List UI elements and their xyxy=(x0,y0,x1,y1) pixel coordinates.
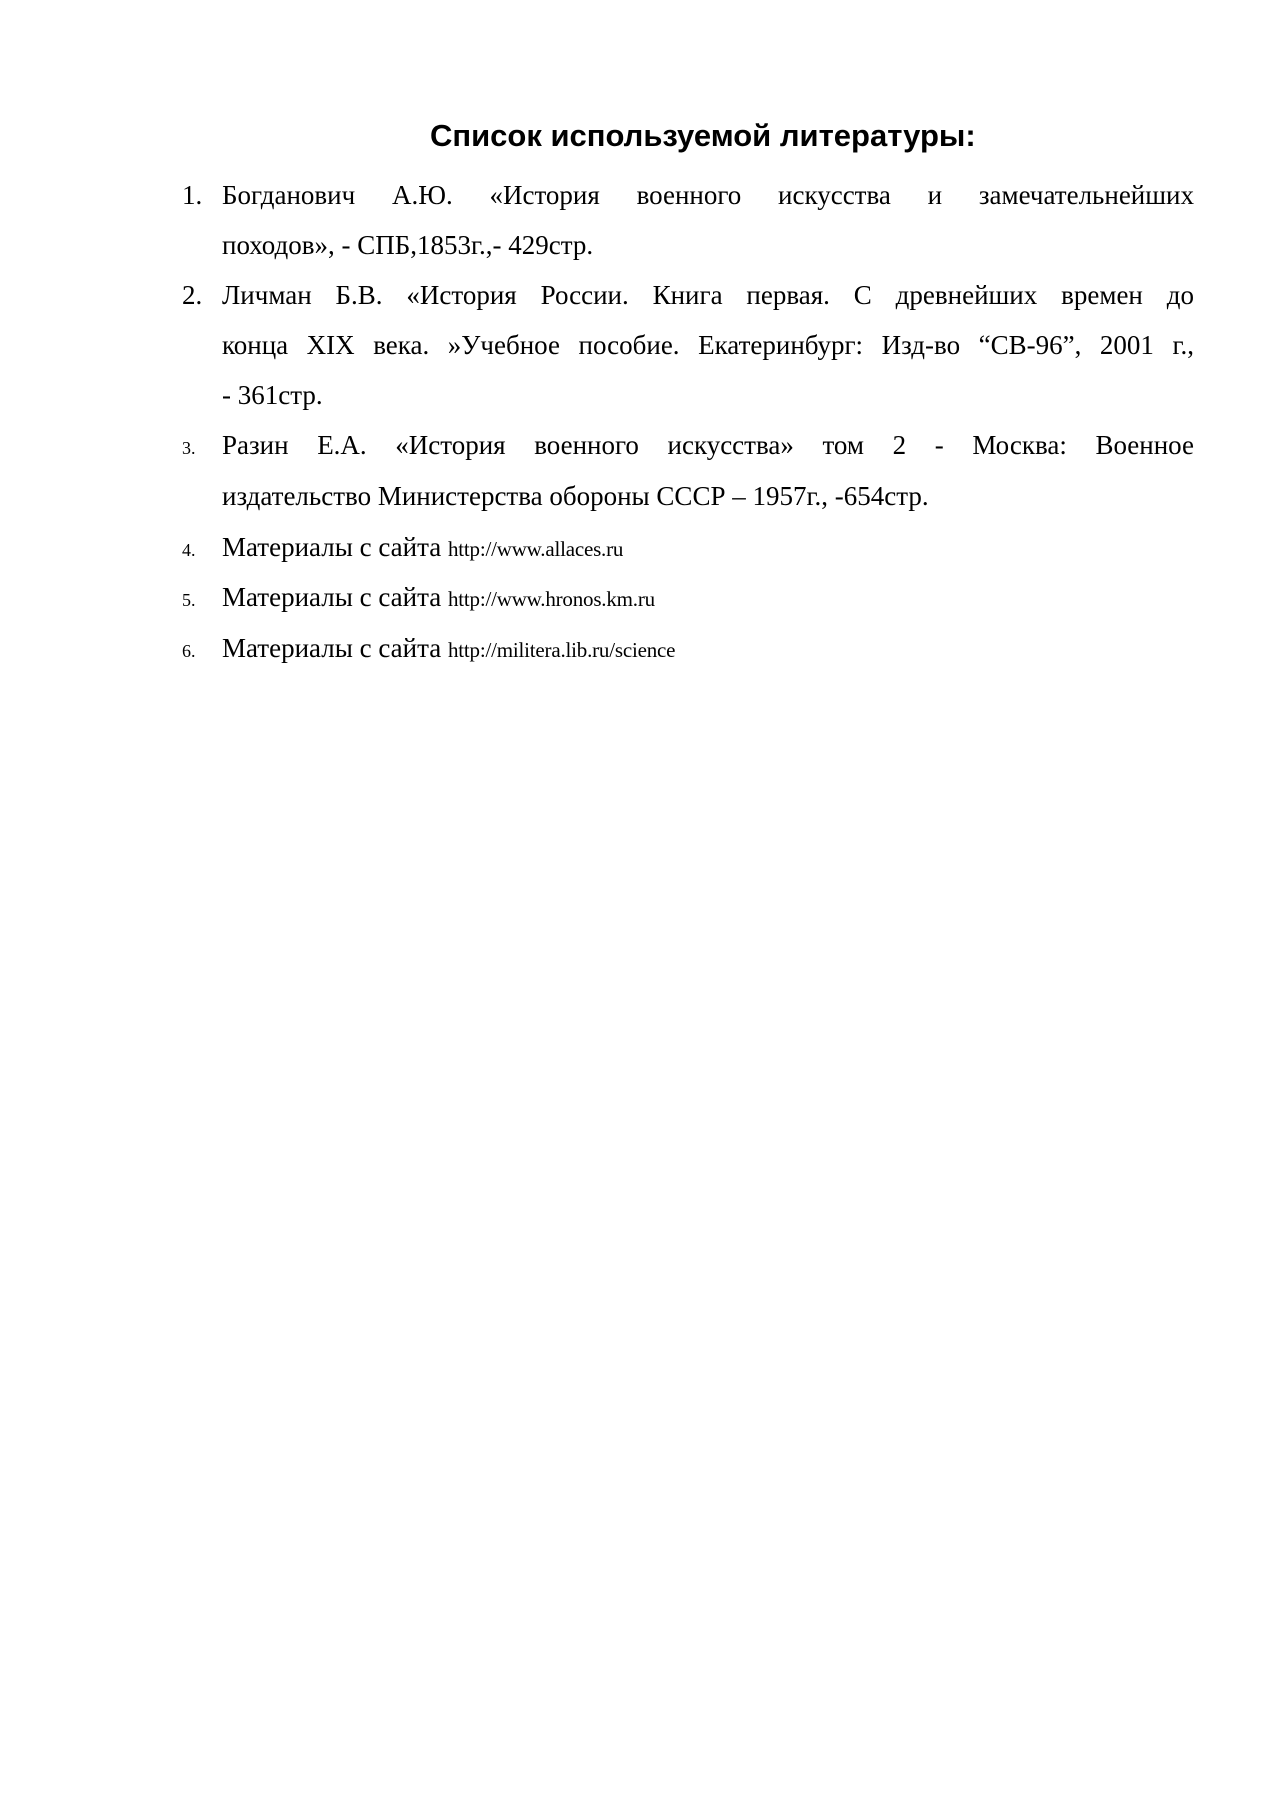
reference-text-line: Разин Е.А. «История военного искусства» том 2 - Москва: Военное xyxy=(222,430,1194,460)
reference-text-line: Богданович А.Ю. «История военного искусства и замечательнейших xyxy=(222,180,1194,210)
reference-number: 1. xyxy=(182,180,203,210)
reference-url-link[interactable]: http://militera.lib.ru/science xyxy=(447,638,676,662)
reference-text: Материалы с сайта xyxy=(222,582,448,612)
reference-number: 2. xyxy=(182,280,203,310)
reference-text-line xyxy=(222,633,1194,664)
reference-number: 6. xyxy=(182,641,196,661)
reference-text: Материалы с сайта xyxy=(222,633,448,663)
reference-text: Материалы с сайта xyxy=(222,532,448,562)
reference-text-line: походов», - СПБ,1853г.,- 429стр. xyxy=(222,230,594,260)
reference-number: 4. xyxy=(182,540,196,560)
reference-text-line xyxy=(222,582,1194,613)
page-title: Список используемой литературы: xyxy=(430,118,976,153)
reference-number: 3. xyxy=(182,438,196,458)
reference-url-link[interactable]: http://www.hronos.km.ru xyxy=(447,587,655,611)
reference-text-line: - 361стр. xyxy=(222,380,323,410)
reference-text-line: Личман Б.В. «История России. Книга первая. С древнейших времен до xyxy=(222,280,1194,310)
reference-text-line xyxy=(222,532,1194,563)
reference-text-line: конца XIX века. »Учебное пособие. Екатеринбург: Изд-во “СВ-96”, 2001 г., xyxy=(222,330,1194,360)
reference-url-link[interactable]: http://www.allaces.ru xyxy=(447,537,624,561)
reference-number: 5. xyxy=(182,590,196,610)
reference-text-line: издательство Министерства обороны СССР – 1957г., -654стр. xyxy=(222,481,929,511)
